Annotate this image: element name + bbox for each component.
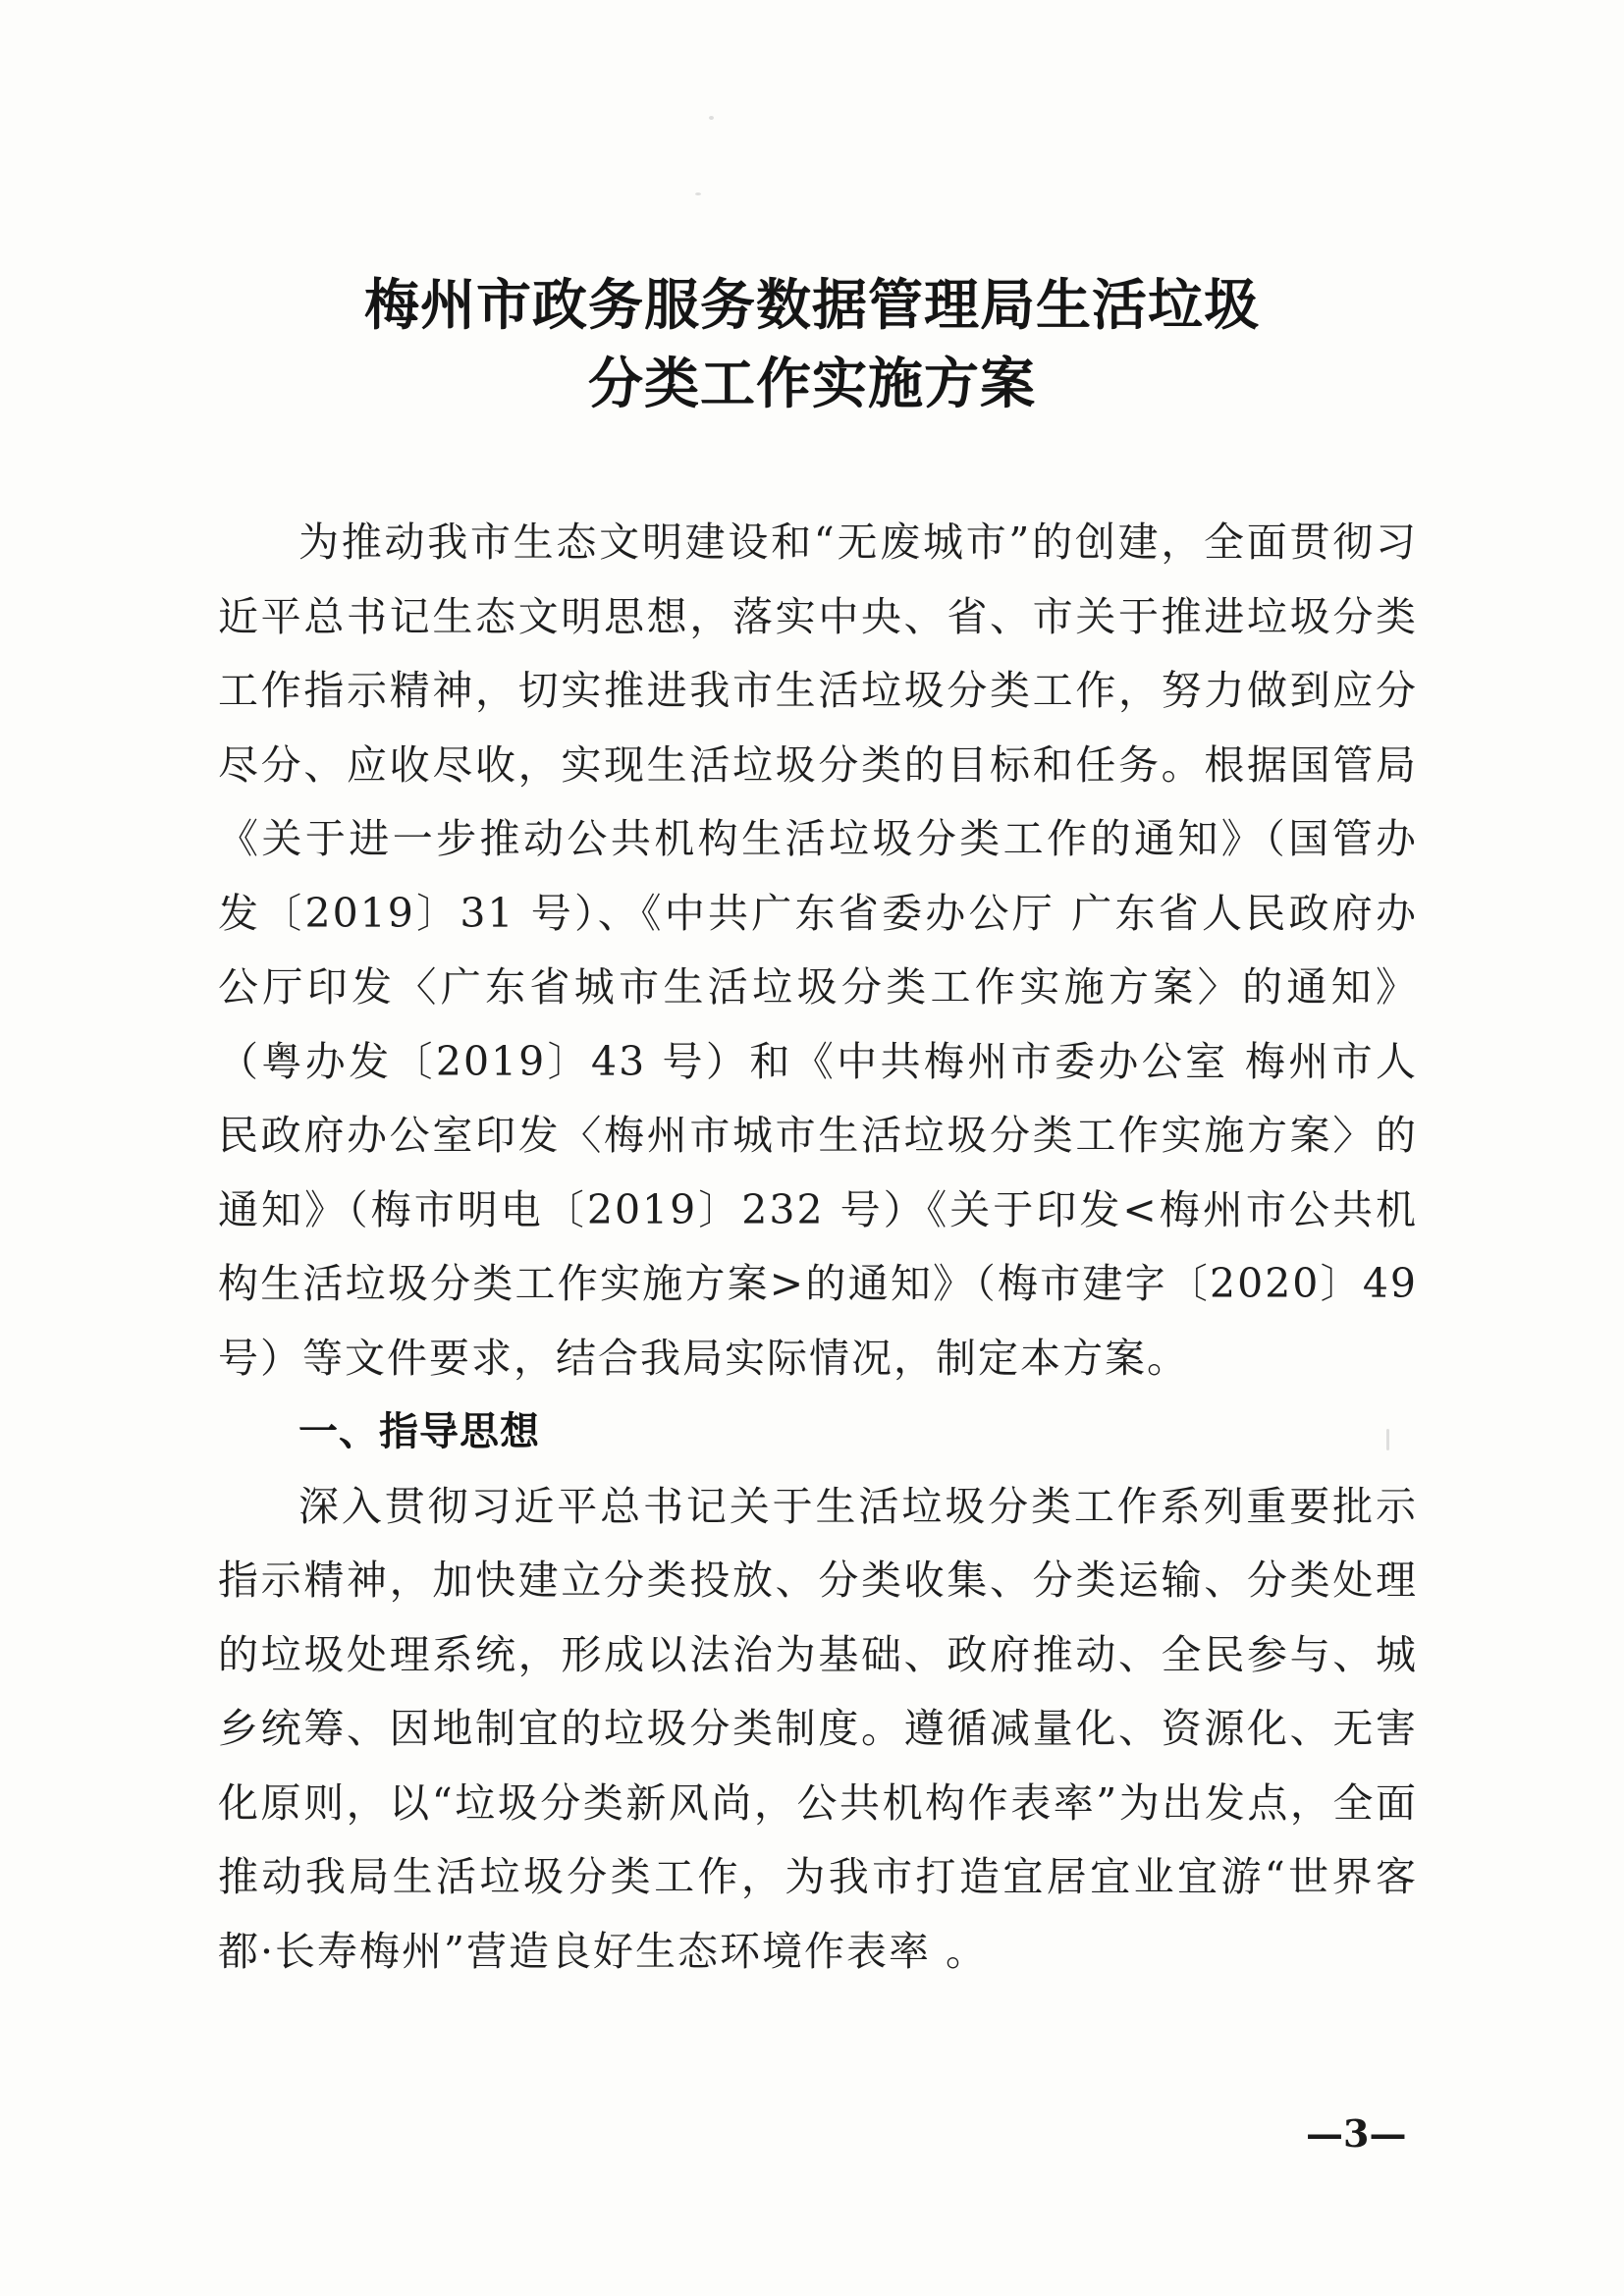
- section-paragraph-guiding-ideology: 深入贯彻习近平总书记关于生活垃圾分类工作系列重要批示指示精神，加快建立分类投放、分类收集、分类运输、分类处理的垃圾处理系统，形成以法治为基础、政府推动、全民参与、城乡统筹、因地制宜的垃圾分类制度。遵循减量化、资源化、无害化原则，以“垃圾分类新风尚，公共机构作表率”为出发点，全面推动我局生活垃圾分类工作，为我市打造宜居宜业宜游“世界客都·长寿梅州”营造良好生态环境作表率 。: [218, 1482, 1418, 1975]
- page-number: —3—: [1306, 2111, 1407, 2156]
- intro-paragraph: 为推动我市生态文明建设和“无废城市”的创建，全面贯彻习近平总书记生态文明思想，落实中央、省、市关于推进垃圾分类工作指示精神，切实推进我市生活垃圾分类工作，努力做到应分尽分、应收尽收，实现生活垃圾分类的目标和任务。根据国管局《关于进一步推动公共机构生活垃圾分类工作的通知》（国管办发〔2019〕31 号）、《中共广东省委办公厅 广东省人民政府办公厅印发〈广东省城市生活垃圾分类工作实施方案〉的通知》（粤办发〔2019〕43 号）和《中共梅州市委办公室 梅州市人民政府办公室印发〈梅州市城市生活垃圾分类工作实施方案〉的通知》（梅市明电〔2019〕232 号）《关于印发<梅州市公共机构生活垃圾分类工作实施方案>的通知》（梅市建字〔2020〕49 号）等文件要求，结合我局实际情况，制定本方案。: [218, 519, 1418, 1382]
- document-body: [218, 506, 1418, 1989]
- title-line-2: 分类工作实施方案: [588, 353, 1036, 416]
- document-title: [0, 267, 1624, 424]
- scan-speck: [709, 116, 714, 120]
- section-heading-guiding-ideology: 一、指导思想: [298, 1409, 540, 1454]
- title-line-1: 梅州市政务服务数据管理局生活垃圾: [364, 274, 1260, 338]
- scan-speck: [695, 192, 701, 195]
